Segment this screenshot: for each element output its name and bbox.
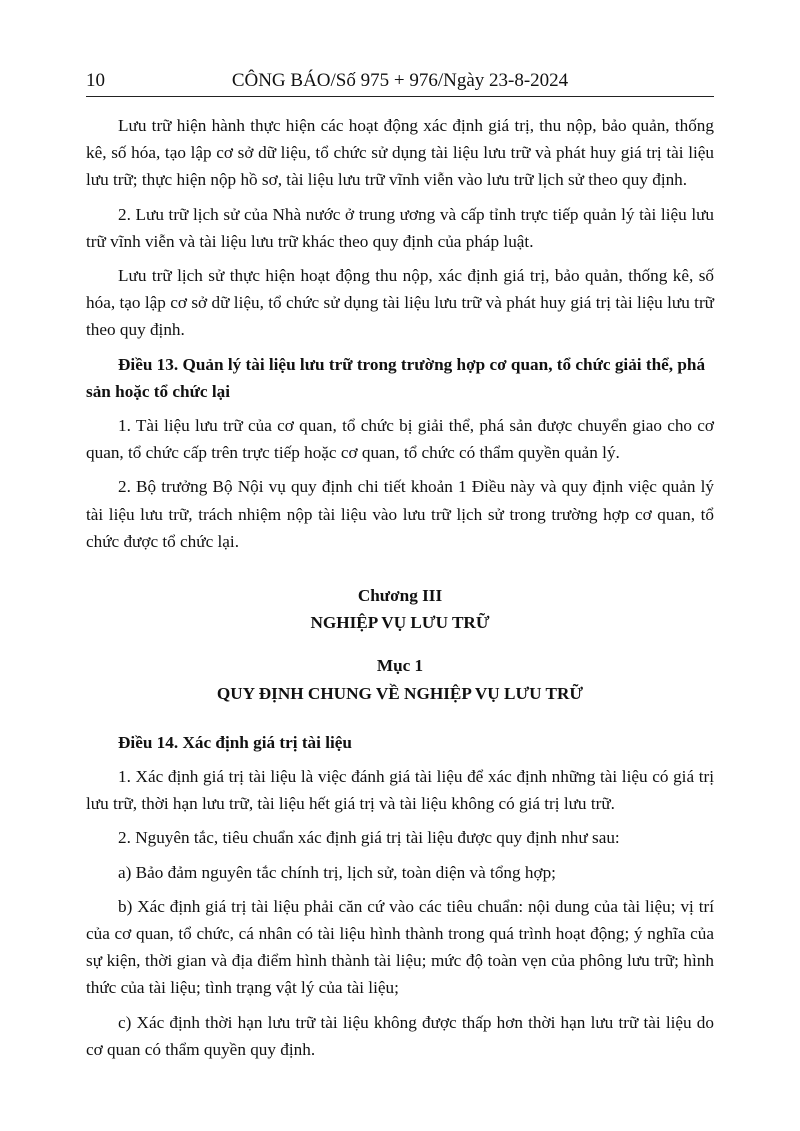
article-13-clause-2: 2. Bộ trưởng Bộ Nội vụ quy định chi tiết khoản 1 Điều này và quy định việc quản lý tài liệu lưu trữ, trách nhiệm nộp tài liệu vào lưu trữ lịch sử trong trường hợp cơ quan, tổ chức được tổ chức lại.: [86, 477, 714, 551]
paragraph-historical-archive: 2. Lưu trữ lịch sử của Nhà nước ở trung ương và cấp tỉnh trực tiếp quản lý tài liệu lưu trữ vĩnh viễn và tài liệu lưu trữ khác theo quy định của pháp luật.: [86, 204, 714, 251]
paragraph-current-archive: Lưu trữ hiện hành thực hiện các hoạt động xác định giá trị, thu nộp, bảo quản, thống kê, số hóa, tạo lập cơ sở dữ liệu, tổ chức sử dụng tài liệu lưu trữ và phát huy giá trị tài liệu lưu trữ; thực hiện nộp hồ sơ, tài liệu lưu trữ vĩnh viễn vào lưu trữ lịch sử theo quy định.: [86, 116, 714, 190]
article-13-title: Điều 13. Quản lý tài liệu lưu trữ trong trường hợp cơ quan, tổ chức giải thể, phá sản hoặc tổ chức lại: [86, 354, 706, 401]
article-13-clause-1: 1. Tài liệu lưu trữ của cơ quan, tổ chức bị giải thể, phá sản được chuyển giao cho cơ quan, tổ chức cấp trên trực tiếp hoặc cơ quan, tổ chức có thẩm quyền quản lý.: [86, 416, 714, 463]
article-14-point-a: a) Bảo đảm nguyên tắc chính trị, lịch sử, toàn diện và tổng hợp;: [118, 862, 556, 882]
article-14-title: Điều 14. Xác định giá trị tài liệu: [118, 732, 352, 752]
article-14-point-c: c) Xác định thời hạn lưu trữ tài liệu không được thấp hơn thời hạn lưu trữ tài liệu do cơ quan có thẩm quyền quy định.: [86, 1012, 714, 1059]
section-label: Mục 1: [376, 656, 424, 676]
article-14-clause-2: 2. Nguyên tắc, tiêu chuẩn xác định giá trị tài liệu được quy định như sau:: [118, 828, 620, 848]
document-body: [86, 112, 714, 1070]
gazette-title: CÔNG BÁO/Số 975 + 976/Ngày 23-8-2024: [231, 70, 569, 91]
chapter-label: Chương III: [357, 586, 443, 606]
article-14-clause-1: 1. Xác định giá trị tài liệu là việc đánh giá tài liệu để xác định những tài liệu có giá trị lưu trữ, thời hạn lưu trữ, tài liệu hết giá trị và tài liệu không có giá trị lưu trữ.: [86, 767, 714, 814]
paragraph-historical-archive-activities: Lưu trữ lịch sử thực hiện hoạt động thu nộp, xác định giá trị, bảo quản, thống kê, số hóa, tạo lập cơ sở dữ liệu, tổ chức sử dụng tài liệu lưu trữ và phát huy giá trị tài liệu lưu trữ theo quy định.: [86, 266, 714, 340]
section-title: QUY ĐỊNH CHUNG VỀ NGHIỆP VỤ LƯU TRỮ: [216, 683, 584, 703]
article-14-point-b: b) Xác định giá trị tài liệu phải căn cứ vào các tiêu chuẩn: nội dung của tài liệu; vị trí của cơ quan, tổ chức, cá nhân có tài liệu hình thành trong quá trình hoạt động; ý nghĩa của sự kiện, thời gian và địa điểm hình thành tài liệu; mức độ toàn vẹn của phông lưu trữ; hình thức của tài liệu; tình trạng vật lý của tài liệu;: [86, 896, 714, 998]
page-number: 10: [86, 70, 105, 91]
page-header: [86, 66, 714, 97]
chapter-title: NGHIỆP VỤ LƯU TRỮ: [310, 613, 490, 633]
